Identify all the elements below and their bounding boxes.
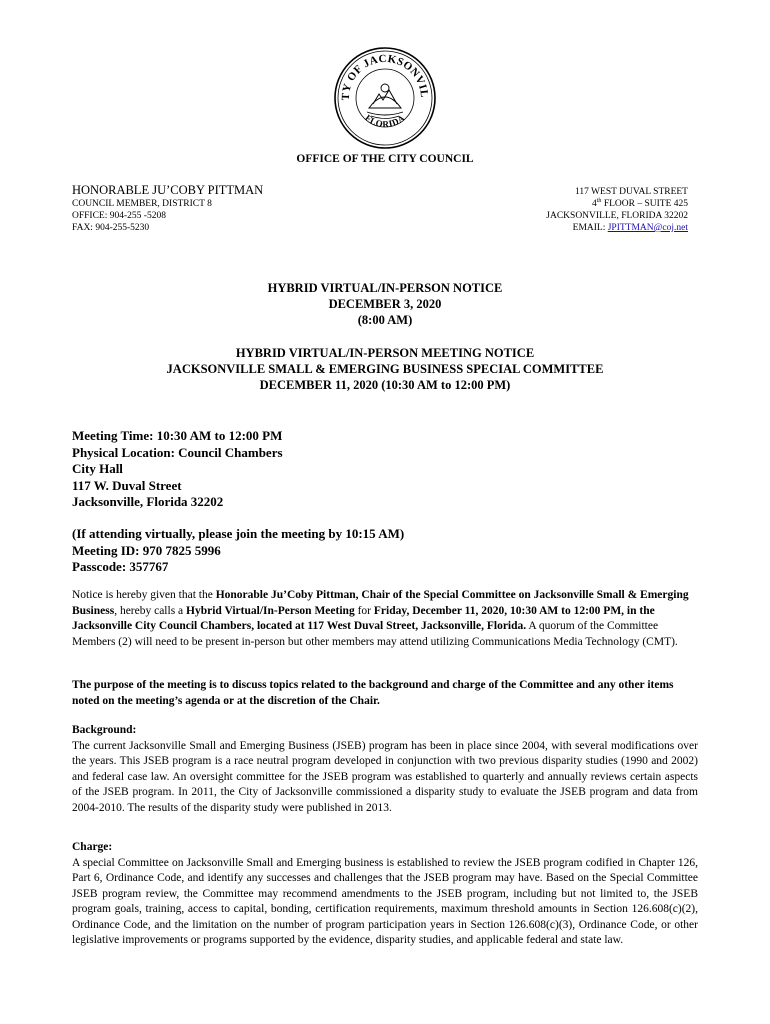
virtual-details [72, 526, 404, 576]
address-header [546, 186, 688, 234]
meeting-notice-heading [0, 345, 770, 393]
notice-heading [0, 280, 770, 328]
committee-name: JACKSONVILLE SMALL & EMERGING BUSINESS SPECIAL COMMITTEE [166, 362, 604, 376]
notice-paragraph: Notice is hereby given that the Honorable Ju’Coby Pittman, Chair of the Special Committee on Jacksonville Small & Emerging Business, hereby calls a Hybrid Virtual/In-Person Meeting for Friday, December 11, 2020, 10:30 AM to 12:00 PM, in the Jacksonville City Council Chambers, located at 117 West Duval Street, Jacksonville, Florida. A quorum of the Committee Members (2) will need to be present in-person but other members may attend utilizing Communications Media Technology (CMT). [72, 589, 689, 648]
meeting-street: 117 W. Duval Street [72, 477, 182, 493]
purpose-paragraph: The purpose of the meeting is to discuss topics related to the background and charge of the Committee and any other items noted on the meeting’s agenda or at the discretion of the Chair. [72, 679, 674, 707]
city-seal-icon [333, 46, 437, 150]
council-member-title: COUNCIL MEMBER, DISTRICT 8 [72, 198, 212, 209]
seal-bottom-text: FLORIDA [363, 112, 407, 130]
office-title: OFFICE OF THE CITY COUNCIL [296, 153, 474, 165]
charge-section [72, 840, 698, 949]
city-state-zip: JACKSONVILLE, FLORIDA 32202 [546, 211, 688, 221]
meeting-notice-title: HYBRID VIRTUAL/IN-PERSON MEETING NOTICE [235, 346, 535, 360]
email-link[interactable]: JPITTMAN@coj.net [607, 223, 688, 233]
background-heading: Background: [72, 724, 137, 736]
passcode: Passcode: 357767 [72, 559, 169, 574]
svg-text:CITY OF JACKSONVILLE [333, 46, 430, 101]
council-member-name: HONORABLE JU’COBY PITTMAN [72, 183, 264, 197]
meeting-date-time: DECEMBER 11, 2020 (10:30 AM to 12:00 PM) [259, 378, 511, 392]
notice-title: HYBRID VIRTUAL/IN-PERSON NOTICE [267, 281, 503, 295]
charge-text: A special Committee on Jacksonville Small and Emerging business is established to review the JSEB program codified in Chapter 126, Part 6, Ordinance Code, and identify any successes and challenges that the JSEB program may have. Based on the Special Committee JSEB program review, the Committee may recommend amendments to the JSEB program, including but not limited to, the JSEB program goals, training, access to capital, bonding, certification requirements, maximum threshold amounts in Section 126.608(c)(2), Ordinance Code, and the limitation on the number of program participation years in Section 126.608(c)(3), Ordinance Code, or other legislative improvements or programs supported by the evidence, disparity studies, and applicable federal and state law. [72, 856, 698, 946]
street-address: 117 WEST DUVAL STREET [574, 187, 688, 197]
council-member-header [72, 184, 263, 234]
charge-heading: Charge: [72, 841, 113, 853]
meeting-city: Jacksonville, Florida 32202 [72, 494, 224, 509]
notice-time: (8:00 AM) [357, 313, 413, 327]
background-section [72, 723, 698, 816]
seal-top-text: TY OF JACKSONVIL [339, 52, 431, 101]
meeting-details [72, 428, 283, 511]
meeting-id: Meeting ID: 970 7825 5996 [72, 542, 221, 558]
background-text: The current Jacksonville Small and Emerging Business (JSEB) program has been in place since 2004, with several modifications over the years. This JSEB program is a race neutral program developed in conjunction with two previous disparity studies (1990 and 2002) and federal case law. An oversight committee for the JSEB program was established to quarterly and annually reviews certain aspects of the JSEB program. In 2011, the City of Jacksonville commissioned a disparity study to evaluate the JSEB program and data from 2004-2010. The results of the disparity study were published in 2013. [72, 739, 698, 814]
floor-suite: 4th FLOOR – SUITE 425 [592, 197, 688, 209]
building-name: City Hall [72, 461, 123, 476]
email-line: EMAIL: JPITTMAN@coj.net [572, 223, 688, 233]
office-phone: OFFICE: 904-255 -5208 [72, 210, 166, 221]
meeting-time: Meeting Time: 10:30 AM to 12:00 PM [72, 428, 283, 443]
notice-date: DECEMBER 3, 2020 [328, 297, 442, 311]
fax-number: FAX: 904-255-5230 [72, 222, 150, 233]
physical-location: Physical Location: Council Chambers [72, 444, 283, 460]
virtual-note: (If attending virtually, please join the meeting by 10:15 AM) [72, 526, 405, 541]
